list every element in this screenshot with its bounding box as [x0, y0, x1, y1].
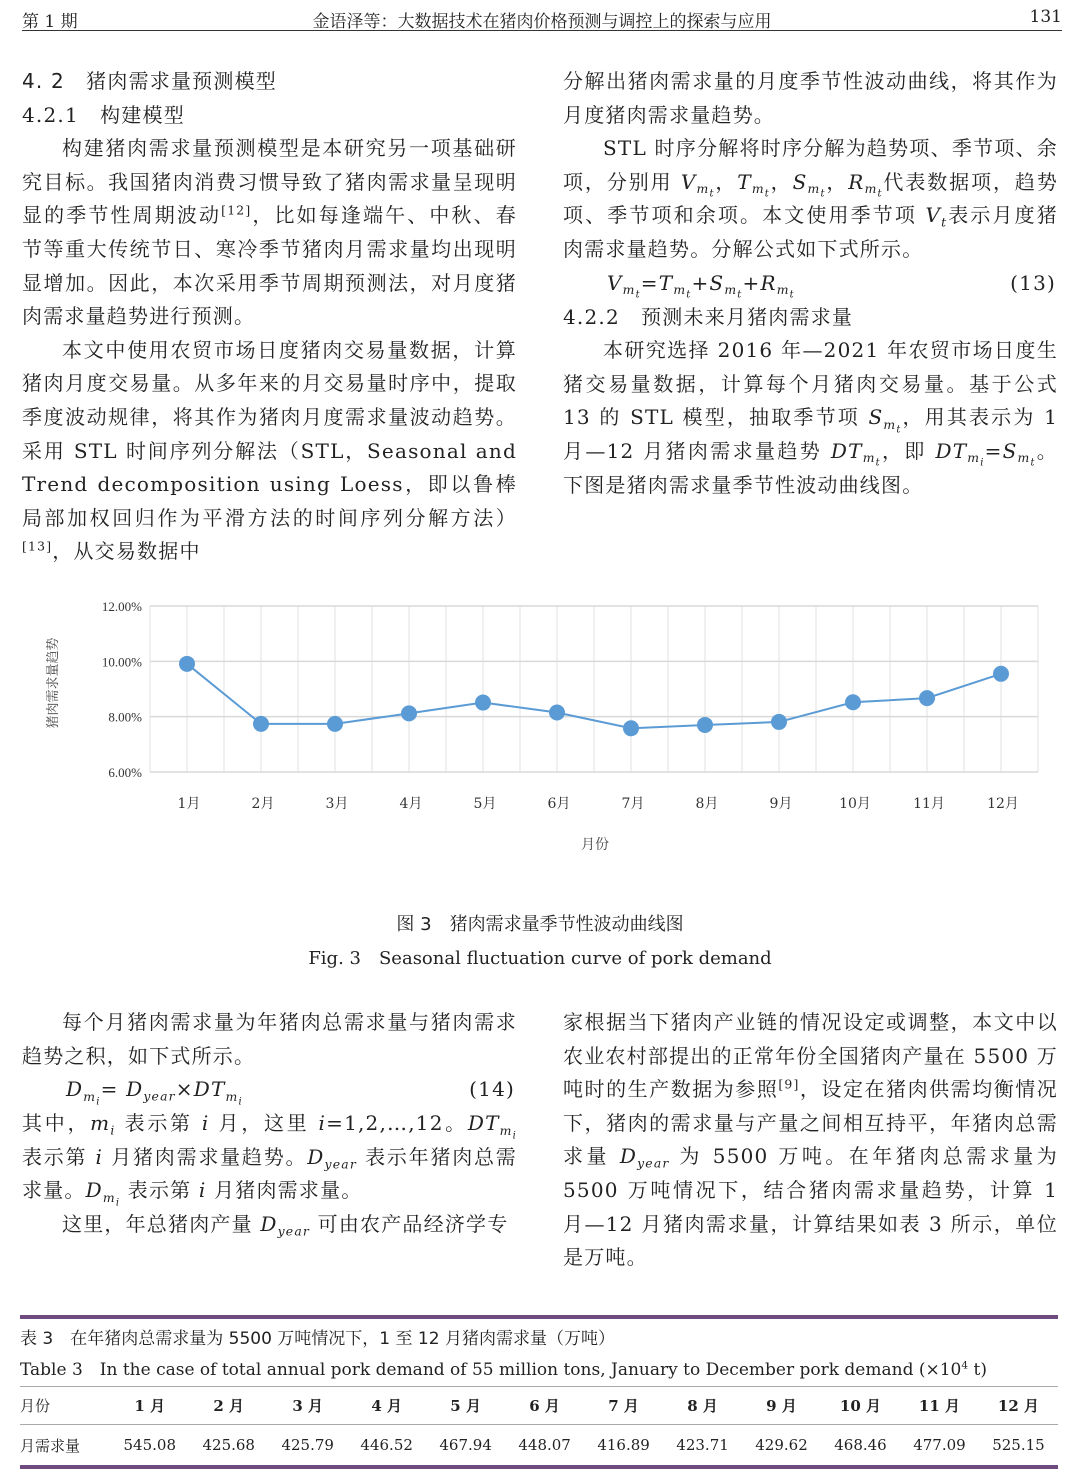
math-base: DT: [467, 1111, 500, 1136]
text-run: 每个月猪肉需求量为年猪肉总需求量与猪肉需求趋势之积，如下式所示。: [22, 1010, 517, 1068]
paragraph: [22, 1208, 517, 1242]
math-base: DT: [935, 438, 968, 463]
math-base: D: [85, 1178, 103, 1203]
math-base: m: [90, 1111, 111, 1136]
table-top-rule: [20, 1315, 1058, 1319]
x-tick-label: 8月: [695, 796, 719, 812]
paragraph: [22, 334, 517, 569]
math-subscript-text: m: [751, 181, 765, 197]
paragraph: [22, 132, 517, 334]
text-run: ，用其表示为 1 月—12 月猪肉需求量趋势: [563, 405, 1058, 463]
math-base: T: [658, 270, 674, 295]
table-header-cell: 1 月: [110, 1387, 189, 1425]
math-base: DT: [830, 438, 863, 463]
figure-caption-en: Fig. 3 Seasonal fluctuation curve of pork demand: [308, 948, 772, 969]
text-run: ，: [769, 169, 793, 194]
data-point: [697, 717, 713, 733]
table-bottom-rule: [20, 1465, 1058, 1469]
text-run: ，从交易数据中: [52, 539, 201, 564]
table-row: [20, 1425, 1058, 1466]
math-subscript-text: m: [499, 1122, 513, 1138]
math-base: D: [126, 1077, 144, 1102]
y-axis-label: 猪肉需求量趋势: [46, 637, 61, 729]
x-tick-label: 2月: [251, 796, 275, 812]
math-symbol: [737, 169, 770, 200]
equation: [22, 1073, 517, 1107]
math-base: D: [66, 1077, 84, 1102]
y-tick-label: 6.00%: [108, 765, 142, 780]
math-base: V: [925, 203, 942, 228]
math-symbol: [307, 1144, 357, 1172]
table-header-cell: 12 月: [979, 1387, 1058, 1425]
math-subscript-text: m: [673, 281, 687, 297]
data-point: [327, 716, 343, 732]
math-subscript: [883, 416, 902, 436]
math-subscript-text: m: [622, 281, 636, 297]
right-column-top: [563, 65, 1058, 502]
math-base: S: [868, 405, 884, 430]
left-column-bottom: [22, 1006, 517, 1242]
math-base: D: [260, 1211, 278, 1236]
math-symbol: [680, 169, 715, 200]
y-tick-label: 8.00%: [108, 709, 142, 725]
figure-caption-zh: 图 3 猪肉需求量季节性波动曲线图: [396, 914, 684, 935]
math-subscript: [102, 1189, 121, 1209]
text-run: 表示月度猪肉需求量趋势。分解公式如下式所示。: [563, 203, 1058, 261]
math-base: R: [848, 169, 865, 194]
text-run: 月，这里: [209, 1111, 319, 1136]
math-symbol: [467, 1111, 517, 1141]
data-point: [179, 656, 195, 672]
math-subsubscript: [513, 1130, 517, 1141]
math-subscript-text: m: [102, 1189, 116, 1205]
math-base: S: [792, 169, 808, 194]
y-tick-label: 12.00%: [101, 599, 142, 614]
section-heading: 4.2.1 构建模型: [22, 102, 185, 127]
math-base: i: [318, 1111, 327, 1136]
math-base: V: [680, 169, 697, 194]
math-symbol: [95, 1145, 103, 1169]
data-point: [549, 705, 565, 721]
running-title: 金语泽等：大数据技术在猪肉价格预测与调控上的探索与应用: [312, 12, 772, 32]
math-subscript: [776, 281, 795, 301]
caption-en-tail: t): [968, 1360, 987, 1380]
x-tick-label: 7月: [621, 796, 645, 812]
chart-svg: [40, 590, 1050, 860]
text-run: ，即: [880, 438, 936, 463]
math-symbol: [85, 1178, 121, 1209]
math-subscript: [325, 1156, 357, 1171]
math-subsubscript-text: t: [877, 188, 883, 200]
x-tick-label: 9月: [769, 796, 793, 812]
math-symbol: [199, 1178, 207, 1202]
math-subscript-text: year: [637, 1155, 670, 1171]
table-cell: 423.71: [676, 1436, 729, 1454]
math-symbol: [935, 438, 985, 469]
text-run: 为 5500 万吨。在年猪肉总需求量为 5500 万吨情况下，结合猪肉需求量趋势，计算 1 月—12 月猪肉需求量，计算结果如表 3 所示，单位是万吨。: [563, 1144, 1058, 1270]
text-run: =1,2,…,12。: [326, 1111, 468, 1136]
text-run: 表示第: [115, 1111, 202, 1136]
table-header-cell: 7 月: [584, 1387, 663, 1425]
math-subsubscript-text: i: [96, 1095, 101, 1107]
math-subscript-text: m: [1017, 450, 1031, 466]
table-cell: 468.46: [834, 1436, 887, 1454]
data-point: [845, 694, 861, 710]
table-3: [20, 1315, 1058, 1469]
math-subscript: [143, 1089, 175, 1104]
citation: [13]: [22, 538, 53, 554]
math-subscript: [862, 450, 881, 469]
math-subscript-text: m: [776, 281, 790, 297]
math-subscript-text: m: [864, 181, 878, 197]
math-subscript: [751, 181, 770, 200]
math-subsubscript-text: t: [737, 289, 743, 301]
math-subsubscript: [239, 1096, 243, 1107]
data-point: [475, 695, 491, 711]
table-header-cell: 6 月: [505, 1387, 584, 1425]
x-axis-label: 月份: [581, 837, 609, 853]
math-subsubscript-text: t: [1030, 457, 1036, 469]
math-symbol: [925, 203, 948, 230]
math-symbol: [607, 270, 641, 301]
table-cell: 446.52: [360, 1436, 413, 1454]
caption-en-sup: 4: [961, 1359, 969, 1372]
paragraph: [563, 65, 1058, 132]
math-base: S: [709, 270, 725, 295]
left-column-top: [22, 65, 517, 569]
math-subscript: [499, 1122, 517, 1141]
equation-number: (14): [469, 1077, 515, 1102]
text-run: 表示第: [120, 1178, 199, 1203]
text-run: 月猪肉需求量趋势。: [103, 1144, 308, 1169]
text-run: ，: [825, 169, 849, 194]
math-subscript-text: year: [143, 1088, 176, 1104]
citation: [9]: [778, 1076, 800, 1092]
text-run: 家根据当下猪肉产业链的情况设定或调整，本文中以农业农村部提出的正常年份全国猪肉产量在 5500 万吨时的生产数据为参照: [563, 1010, 1058, 1102]
table-cell: 429.62: [755, 1436, 808, 1454]
equation-number: (13): [1010, 270, 1056, 295]
table-caption-zh: 表 3 在年猪肉总需求量为 5500 万吨情况下，1 至 12 月猪肉需求量（万吨）: [20, 1329, 615, 1349]
math-subsubscript-text: i: [512, 1129, 517, 1141]
text-run: 表示第: [22, 1144, 96, 1169]
text-run: 构建猪肉需求量预测模型是本研究另一项基础研究目标。我国猪肉消费习惯导致了猪肉需求量呈现明显的季节性周期波动: [22, 136, 517, 228]
math-subscript: [278, 1223, 310, 1238]
page-number: 131: [1029, 7, 1062, 27]
text-run: =: [100, 1077, 127, 1102]
x-tick-label: 5月: [473, 796, 497, 812]
table-header-cell: 月份: [20, 1387, 110, 1425]
math-symbol: [126, 1077, 176, 1104]
paragraph: [563, 132, 1058, 266]
math-symbol: [66, 1077, 101, 1107]
math-symbol: [760, 270, 795, 301]
math-symbol: [193, 1077, 243, 1107]
table-cell: 477.09: [913, 1436, 966, 1454]
text-run: =: [640, 270, 659, 295]
math-subscript: [1017, 450, 1036, 469]
table-header-cell: 10 月: [821, 1387, 900, 1425]
math-subsubscript-text: t: [709, 188, 715, 200]
table-header-cell: 3 月: [268, 1387, 347, 1425]
data-point: [401, 705, 417, 721]
math-base: i: [95, 1144, 104, 1169]
x-tick-label: 11月: [913, 796, 945, 812]
table-header-cell: 5 月: [426, 1387, 505, 1425]
paragraph: [563, 334, 1058, 502]
data-point: [623, 720, 639, 736]
text-run: 本文中使用农贸市场日度猪肉交易量数据，计算猪肉月度交易量。从多年来的月交易量时序中，提取季度波动规律，将其作为猪肉月度需求量波动趋势。采用 STL 时间序列分解法（STL，Seasonal and Trend decomposition using Loess，即以鲁棒局部加权回归作为平滑方法的时间序列分解方法）: [22, 337, 517, 530]
text-run: =: [984, 438, 1003, 463]
text-run: 其中，: [22, 1111, 91, 1136]
x-tick-label: 4月: [399, 796, 423, 812]
math-subscript: [673, 281, 692, 301]
math-subscript: [637, 1156, 669, 1171]
table-cell: 月需求量: [20, 1436, 81, 1455]
math-symbol: [658, 270, 692, 301]
math-symbol: [792, 169, 826, 200]
table-cell: 416.89: [597, 1436, 650, 1454]
math-subsubscript-text: t: [764, 188, 770, 200]
math-base: i: [201, 1111, 210, 1136]
table-header-cell: 4 月: [347, 1387, 426, 1425]
math-subsubscript-text: i: [115, 1197, 121, 1209]
math-base: D: [619, 1144, 638, 1169]
math-symbol: [1002, 438, 1036, 469]
math-subsubscript-text: i: [238, 1095, 243, 1107]
math-subscript: [967, 450, 985, 469]
text-run: 这里，年总猪肉产量: [62, 1211, 261, 1236]
text-run: STL 时序分解将时序分解为趋势项、季节项、余项，分别用: [563, 136, 1058, 194]
text-run: ，比如每逢端午、中秋、春节等重大传统节日、寒冷季节猪肉月需求量均出现明显增加。因此，本次采用季节周期预测法，对月度猪肉需求量趋势进行预测。: [22, 203, 517, 329]
text-run: 代表数据项，趋势项、季节项和余项。本文使用季节项: [563, 169, 1059, 228]
math-symbol: [830, 438, 881, 469]
math-subscript-text: m: [225, 1088, 239, 1104]
table-header-cell: 8 月: [663, 1387, 742, 1425]
section-heading: 4. 2 猪肉需求量预测模型: [22, 69, 277, 93]
math-subsubscript-text: i: [980, 457, 985, 469]
paragraph: [22, 1006, 517, 1073]
table-header-cell: 11 月: [900, 1387, 979, 1425]
text-run: ，设定在猪肉供需均衡情况下，猪肉的需求量与产量之间相互持平，年猪肉总需求量: [563, 1077, 1059, 1169]
math-symbol: [90, 1111, 116, 1138]
text-run: 月猪肉需求量。: [206, 1178, 363, 1203]
math-subscript-text: year: [324, 1156, 357, 1172]
paragraph: [563, 1006, 1058, 1275]
x-tick-label: 1月: [177, 796, 201, 812]
text-run: 可由农产品经济学专: [310, 1211, 509, 1236]
math-base: R: [760, 270, 777, 295]
math-subscript-text: t: [941, 214, 948, 230]
data-point: [993, 666, 1009, 682]
math-subscript: [864, 181, 883, 200]
text-run: 表示年猪肉总需求量。: [22, 1144, 517, 1203]
text-run: 。下图是猪肉需求量季节性波动曲线图。: [563, 438, 1059, 497]
data-point: [253, 716, 269, 732]
text-run: +: [742, 270, 761, 295]
math-base: V: [607, 270, 623, 295]
math-base: T: [737, 169, 752, 194]
seasonal-demand-chart: [40, 590, 1050, 860]
x-tick-label: 10月: [839, 796, 871, 812]
right-column-bottom: [563, 1006, 1058, 1275]
citation: [12]: [221, 202, 252, 218]
math-symbol: [848, 169, 883, 200]
table-cell: 448.07: [518, 1436, 571, 1454]
math-subscript-text: m: [862, 450, 876, 466]
math-symbol: [319, 1111, 327, 1135]
math-subscript-text: year: [277, 1223, 311, 1239]
text-run: 分解出猪肉需求量的月度季节性波动曲线，将其作为月度猪肉需求量趋势。: [563, 69, 1058, 127]
math-symbol: [619, 1144, 670, 1171]
paragraph: [22, 1107, 517, 1208]
table-cell: 425.79: [281, 1436, 334, 1454]
y-tick-label: 10.00%: [101, 654, 142, 670]
table-header-row: [20, 1387, 1058, 1425]
equation: [563, 267, 1058, 301]
math-subsubscript-text: t: [820, 188, 826, 200]
table-cell: 545.08: [123, 1436, 177, 1454]
math-base: D: [307, 1144, 325, 1169]
math-subscript: [225, 1088, 243, 1107]
data-point: [771, 714, 787, 730]
math-subscript: [83, 1088, 101, 1107]
table-cell: 525.15: [992, 1436, 1045, 1454]
math-symbol: [260, 1211, 311, 1239]
math-subscript-text: i: [110, 1122, 116, 1138]
math-subsubscript: [790, 289, 795, 300]
text-run: +: [691, 270, 710, 295]
math-subscript: [696, 181, 715, 200]
running-header: [22, 4, 1062, 31]
section-heading: 4.2.2 预测未来月猪肉需求量: [563, 304, 854, 329]
demand-table: [20, 1386, 1058, 1465]
data-point: [919, 690, 935, 706]
math-subsubscript-text: t: [635, 289, 641, 301]
math-subsubscript-text: t: [875, 457, 881, 469]
math-subsubscript-text: t: [896, 424, 902, 436]
table-caption-en: [20, 1355, 1058, 1386]
table-header-cell: 2 月: [189, 1387, 268, 1425]
text-run: ×: [175, 1077, 194, 1102]
math-symbol: [709, 270, 743, 301]
table-cell: 425.68: [202, 1436, 255, 1454]
text-run: 本研究选择 2016 年—2021 年农贸市场日度生猪交易量数据，计算每个月猪肉交易量。基于公式 13 的 STL 模型，抽取季节项: [563, 338, 1058, 430]
caption-en-text: Table 3 In the case of total annual pork demand of 55 million tons, January to December pork demand (×10: [20, 1360, 962, 1380]
math-subscript-text: m: [967, 450, 981, 466]
math-subscript-text: m: [724, 281, 738, 297]
text-run: ，: [714, 169, 738, 194]
math-symbol: [868, 405, 902, 436]
math-subscript-text: m: [807, 181, 821, 197]
math-subscript-text: m: [883, 416, 897, 432]
math-subscript: [724, 281, 743, 301]
x-tick-label: 6月: [547, 796, 571, 812]
math-base: S: [1002, 438, 1018, 463]
math-base: i: [198, 1178, 207, 1203]
issue-number: 第 1 期: [22, 12, 78, 32]
math-subscript: [807, 181, 826, 200]
table-cell: 467.94: [439, 1436, 492, 1454]
table-header-cell: 9 月: [742, 1387, 821, 1425]
math-subscript: [622, 281, 641, 301]
math-subscript-text: m: [696, 181, 710, 197]
math-subsubscript-text: t: [789, 289, 795, 301]
x-tick-label: 3月: [325, 796, 349, 812]
math-base: DT: [193, 1077, 226, 1102]
math-subscript-text: m: [83, 1088, 97, 1104]
x-tick-label: 12月: [987, 796, 1019, 812]
math-subsubscript-text: t: [686, 289, 692, 301]
